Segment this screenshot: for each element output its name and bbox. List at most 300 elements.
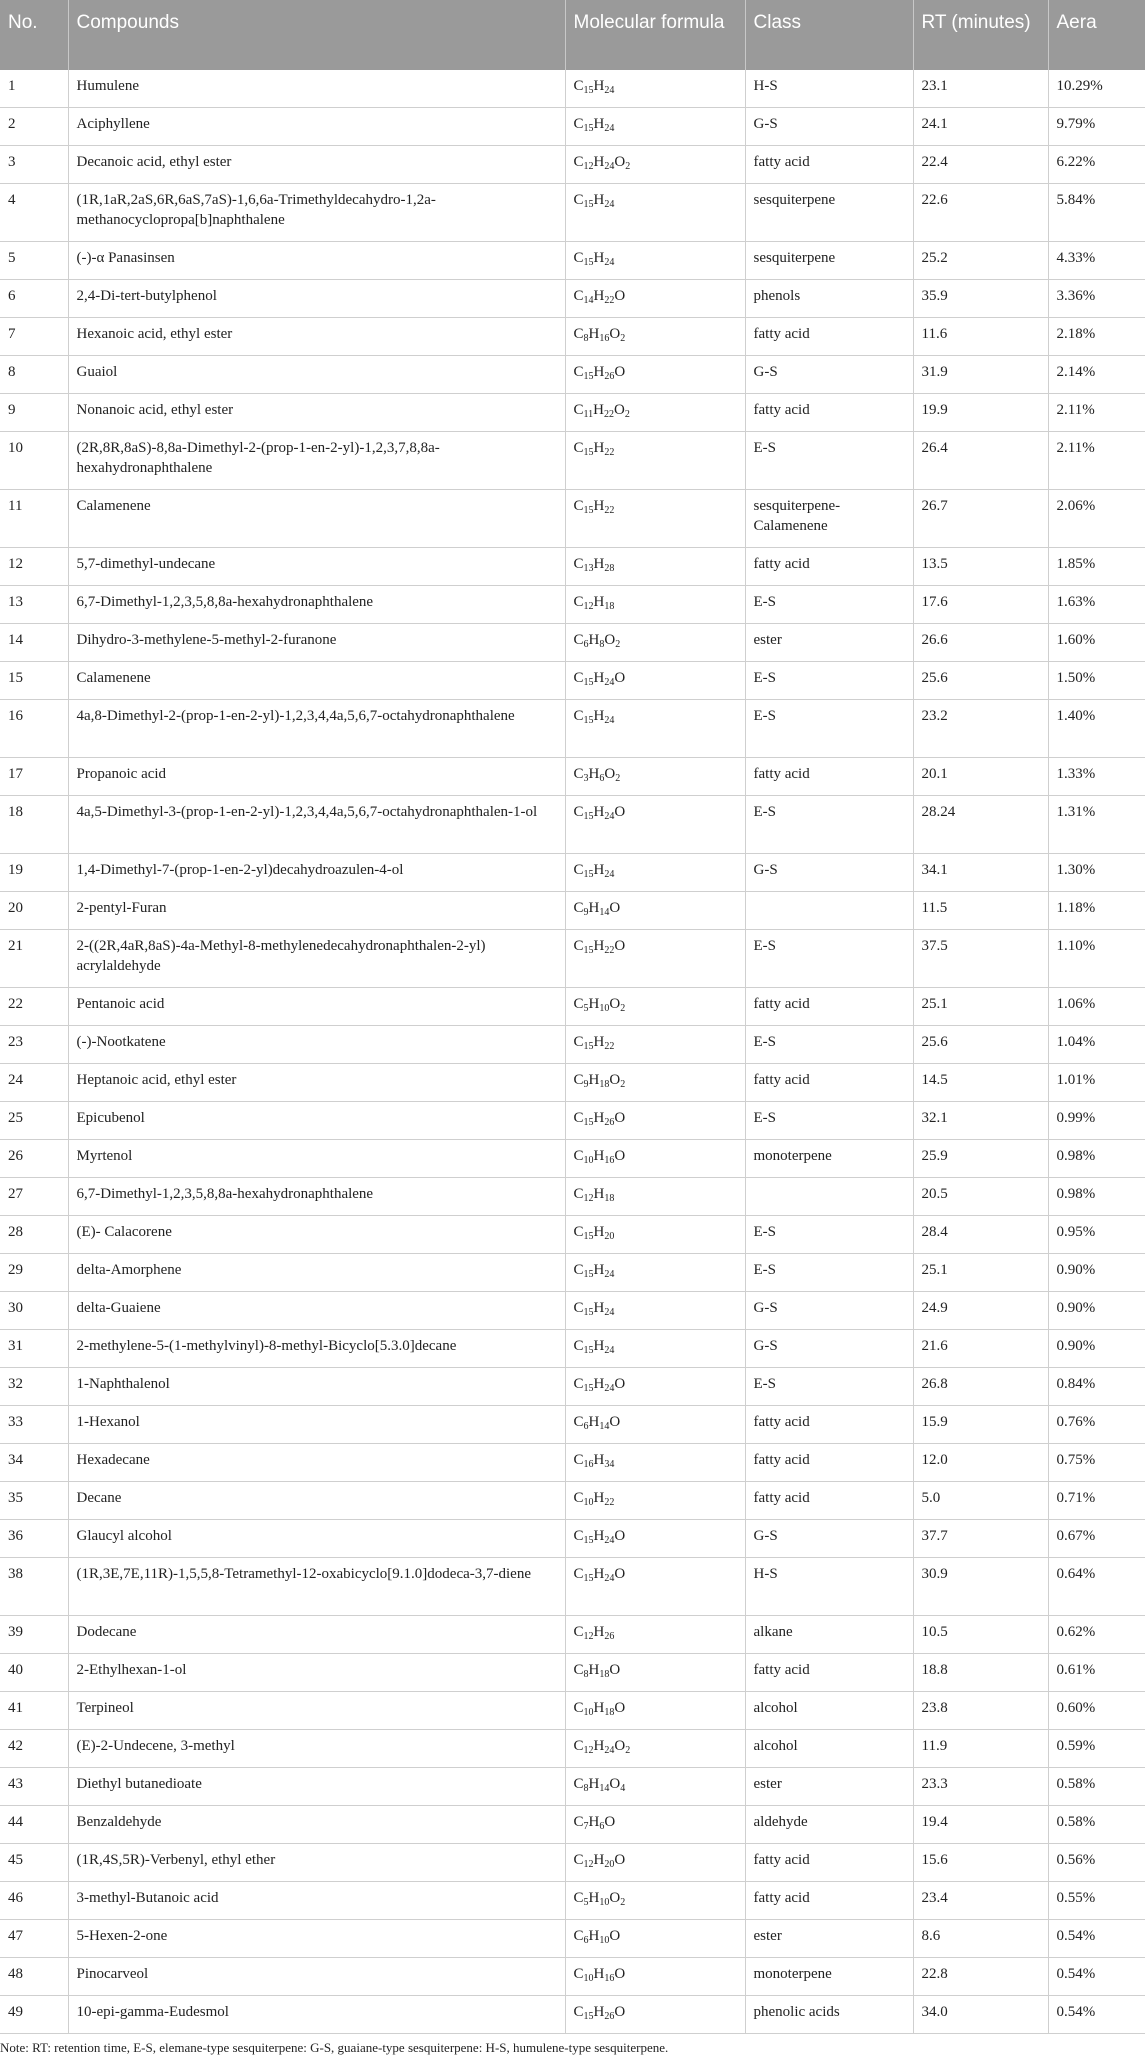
cell-class: [745, 1178, 913, 1216]
cell-compound: Terpineol: [68, 1692, 565, 1730]
cell-rt: 18.8: [913, 1654, 1048, 1692]
cell-no: 26: [0, 1140, 68, 1178]
cell-formula: $C_{15}H_{26}O$: [565, 1102, 745, 1140]
cell-compound: Heptanoic acid, ethyl ester: [68, 1064, 565, 1102]
cell-area: 1.10%: [1048, 930, 1145, 988]
cell-compound: Hexadecane: [68, 1444, 565, 1482]
cell-compound: Guaiol: [68, 356, 565, 394]
cell-formula: $C_{15}H_{24}O$: [565, 1558, 745, 1616]
cell-rt: 20.5: [913, 1178, 1048, 1216]
cell-class: alcohol: [745, 1730, 913, 1768]
cell-no: 43: [0, 1768, 68, 1806]
cell-class: fatty acid: [745, 1882, 913, 1920]
cell-rt: 25.1: [913, 988, 1048, 1026]
table-row: [0, 1806, 1145, 1844]
table-row: [0, 1768, 1145, 1806]
cell-area: 1.85%: [1048, 548, 1145, 586]
cell-rt: 34.1: [913, 854, 1048, 892]
cell-area: 2.11%: [1048, 432, 1145, 490]
cell-class: fatty acid: [745, 394, 913, 432]
table-row: [0, 1844, 1145, 1882]
table-row: [0, 184, 1145, 242]
cell-compound: 2-((2R,4aR,8aS)-4a-Methyl-8-methylenedecahydronaphthalen-2-yl) acrylaldehyde: [68, 930, 565, 988]
cell-area: 0.98%: [1048, 1178, 1145, 1216]
cell-no: 28: [0, 1216, 68, 1254]
cell-formula: $C_{15}H_{24}$: [565, 700, 745, 758]
cell-formula: $C_{15}H_{24}O$: [565, 662, 745, 700]
cell-class: E-S: [745, 930, 913, 988]
cell-formula: $C_8H_{14}O_4$: [565, 1768, 745, 1806]
cell-no: 1: [0, 70, 68, 108]
cell-rt: 26.7: [913, 490, 1048, 548]
header-class: Class: [745, 0, 913, 70]
cell-class: fatty acid: [745, 1444, 913, 1482]
cell-no: 24: [0, 1064, 68, 1102]
cell-rt: 22.8: [913, 1958, 1048, 1996]
cell-formula: $C_8H_{18}O$: [565, 1654, 745, 1692]
cell-class: sesquiterpene: [745, 242, 913, 280]
table-row: [0, 1730, 1145, 1768]
cell-class: ester: [745, 624, 913, 662]
cell-area: 0.90%: [1048, 1330, 1145, 1368]
cell-class: fatty acid: [745, 146, 913, 184]
cell-area: 0.99%: [1048, 1102, 1145, 1140]
table-row: [0, 242, 1145, 280]
cell-no: 3: [0, 146, 68, 184]
cell-no: 5: [0, 242, 68, 280]
table-row: [0, 490, 1145, 548]
table-row: [0, 108, 1145, 146]
cell-compound: 2-methylene-5-(1-methylvinyl)-8-methyl-Bicyclo[5.3.0]decane: [68, 1330, 565, 1368]
cell-formula: $C_3H_6O_2$: [565, 758, 745, 796]
cell-area: 0.90%: [1048, 1254, 1145, 1292]
cell-no: 6: [0, 280, 68, 318]
cell-class: fatty acid: [745, 988, 913, 1026]
table-row: [0, 1654, 1145, 1692]
cell-class: fatty acid: [745, 1406, 913, 1444]
cell-class: E-S: [745, 700, 913, 758]
cell-formula: $C_6H_{10}O$: [565, 1920, 745, 1958]
cell-class: monoterpene: [745, 1958, 913, 1996]
cell-class: phenolic acids: [745, 1996, 913, 2034]
cell-rt: 23.8: [913, 1692, 1048, 1730]
cell-rt: 8.6: [913, 1920, 1048, 1958]
cell-rt: 15.9: [913, 1406, 1048, 1444]
cell-class: E-S: [745, 586, 913, 624]
cell-compound: Calamenene: [68, 490, 565, 548]
cell-no: 34: [0, 1444, 68, 1482]
cell-class: E-S: [745, 1216, 913, 1254]
header-row: [0, 0, 1145, 70]
table-row: [0, 700, 1145, 758]
cell-class: alkane: [745, 1616, 913, 1654]
cell-rt: 37.7: [913, 1520, 1048, 1558]
table-row: [0, 1064, 1145, 1102]
cell-area: 1.60%: [1048, 624, 1145, 662]
table-row: [0, 624, 1145, 662]
cell-formula: $C_{15}H_{24}$: [565, 1254, 745, 1292]
cell-class: monoterpene: [745, 1140, 913, 1178]
table-row: [0, 1330, 1145, 1368]
cell-area: 0.71%: [1048, 1482, 1145, 1520]
cell-area: 1.63%: [1048, 586, 1145, 624]
cell-no: 15: [0, 662, 68, 700]
table-row: [0, 1996, 1145, 2034]
table-row: [0, 394, 1145, 432]
cell-class: [745, 892, 913, 930]
cell-formula: $C_{12}H_{20}O$: [565, 1844, 745, 1882]
cell-formula: $C_{15}H_{22}$: [565, 1026, 745, 1064]
cell-rt: 31.9: [913, 356, 1048, 394]
cell-formula: $C_{15}H_{24}$: [565, 184, 745, 242]
cell-formula: $C_{13}H_{28}$: [565, 548, 745, 586]
table-row: [0, 930, 1145, 988]
table-row: [0, 146, 1145, 184]
table-row: [0, 796, 1145, 854]
cell-formula: $C_{15}H_{24}O$: [565, 796, 745, 854]
cell-area: 2.18%: [1048, 318, 1145, 356]
cell-rt: 12.0: [913, 1444, 1048, 1482]
cell-compound: (E)- Calacorene: [68, 1216, 565, 1254]
table-row: [0, 758, 1145, 796]
cell-class: ester: [745, 1920, 913, 1958]
cell-area: 1.06%: [1048, 988, 1145, 1026]
table-row: [0, 1368, 1145, 1406]
cell-formula: $C_{15}H_{26}O$: [565, 356, 745, 394]
cell-no: 25: [0, 1102, 68, 1140]
cell-formula: $C_8H_{16}O_2$: [565, 318, 745, 356]
table-row: [0, 1444, 1145, 1482]
cell-formula: $C_{15}H_{20}$: [565, 1216, 745, 1254]
cell-compound: 10-epi-gamma-Eudesmol: [68, 1996, 565, 2034]
cell-compound: (1R,4S,5R)-Verbenyl, ethyl ether: [68, 1844, 565, 1882]
cell-formula: $C_{15}H_{22}O$: [565, 930, 745, 988]
cell-compound: Pentanoic acid: [68, 988, 565, 1026]
cell-no: 48: [0, 1958, 68, 1996]
cell-rt: 13.5: [913, 548, 1048, 586]
cell-formula: $C_{15}H_{24}O$: [565, 1368, 745, 1406]
cell-compound: Aciphyllene: [68, 108, 565, 146]
cell-formula: $C_{10}H_{22}$: [565, 1482, 745, 1520]
cell-rt: 22.4: [913, 146, 1048, 184]
cell-class: G-S: [745, 854, 913, 892]
cell-area: 5.84%: [1048, 184, 1145, 242]
cell-formula: $C_{12}H_{18}$: [565, 1178, 745, 1216]
cell-class: E-S: [745, 1102, 913, 1140]
cell-formula: $C_{15}H_{24}$: [565, 854, 745, 892]
cell-area: 4.33%: [1048, 242, 1145, 280]
cell-compound: 1-Naphthalenol: [68, 1368, 565, 1406]
cell-area: 0.59%: [1048, 1730, 1145, 1768]
cell-area: 0.64%: [1048, 1558, 1145, 1616]
table-row: [0, 548, 1145, 586]
cell-formula: $C_{15}H_{24}$: [565, 1292, 745, 1330]
cell-compound: 6,7-Dimethyl-1,2,3,5,8,8a-hexahydronaphthalene: [68, 586, 565, 624]
header-compounds: Compounds: [68, 0, 565, 70]
cell-compound: Decane: [68, 1482, 565, 1520]
cell-compound: Hexanoic acid, ethyl ester: [68, 318, 565, 356]
cell-formula: $C_{15}H_{24}O$: [565, 1520, 745, 1558]
table-row: [0, 280, 1145, 318]
cell-no: 39: [0, 1616, 68, 1654]
table-body: [0, 70, 1145, 2034]
table-row: [0, 1958, 1145, 1996]
cell-compound: Dihydro-3-methylene-5-methyl-2-furanone: [68, 624, 565, 662]
cell-compound: 1-Hexanol: [68, 1406, 565, 1444]
table-row: [0, 988, 1145, 1026]
cell-area: 0.55%: [1048, 1882, 1145, 1920]
header-area: Aera: [1048, 0, 1145, 70]
cell-compound: 5,7-dimethyl-undecane: [68, 548, 565, 586]
table-row: [0, 1254, 1145, 1292]
cell-rt: 28.24: [913, 796, 1048, 854]
cell-no: 46: [0, 1882, 68, 1920]
cell-formula: $C_{10}H_{16}O$: [565, 1958, 745, 1996]
cell-class: E-S: [745, 1368, 913, 1406]
cell-class: G-S: [745, 1330, 913, 1368]
cell-formula: $C_5H_{10}O_2$: [565, 988, 745, 1026]
cell-no: 13: [0, 586, 68, 624]
cell-compound: Glaucyl alcohol: [68, 1520, 565, 1558]
cell-formula: $C_{16}H_{34}$: [565, 1444, 745, 1482]
cell-compound: (E)-2-Undecene, 3-methyl: [68, 1730, 565, 1768]
table-row: [0, 586, 1145, 624]
cell-no: 29: [0, 1254, 68, 1292]
cell-no: 9: [0, 394, 68, 432]
cell-class: fatty acid: [745, 548, 913, 586]
cell-rt: 25.9: [913, 1140, 1048, 1178]
cell-no: 2: [0, 108, 68, 146]
table-row: [0, 1292, 1145, 1330]
cell-rt: 26.8: [913, 1368, 1048, 1406]
header-no: No.: [0, 0, 68, 70]
cell-rt: 10.5: [913, 1616, 1048, 1654]
cell-class: E-S: [745, 662, 913, 700]
cell-class: phenols: [745, 280, 913, 318]
cell-formula: $C_7H_6O$: [565, 1806, 745, 1844]
cell-compound: Pinocarveol: [68, 1958, 565, 1996]
cell-rt: 20.1: [913, 758, 1048, 796]
cell-compound: (-)-Nootkatene: [68, 1026, 565, 1064]
cell-compound: Diethyl butanedioate: [68, 1768, 565, 1806]
cell-compound: 4a,5-Dimethyl-3-(prop-1-en-2-yl)-1,2,3,4,4a,5,6,7-octahydronaphthalen-1-ol: [68, 796, 565, 854]
cell-no: 21: [0, 930, 68, 988]
cell-formula: $C_9H_{18}O_2$: [565, 1064, 745, 1102]
cell-formula: $C_{12}H_{26}$: [565, 1616, 745, 1654]
cell-no: 14: [0, 624, 68, 662]
table-row: [0, 892, 1145, 930]
cell-area: 0.54%: [1048, 1996, 1145, 2034]
cell-rt: 11.9: [913, 1730, 1048, 1768]
cell-area: 0.54%: [1048, 1920, 1145, 1958]
cell-no: 8: [0, 356, 68, 394]
cell-class: E-S: [745, 796, 913, 854]
cell-no: 27: [0, 1178, 68, 1216]
table-row: [0, 662, 1145, 700]
cell-formula: $C_{10}H_{16}O$: [565, 1140, 745, 1178]
cell-formula: $C_{12}H_{18}$: [565, 586, 745, 624]
cell-area: 1.40%: [1048, 700, 1145, 758]
cell-formula: $C_{11}H_{22}O_2$: [565, 394, 745, 432]
cell-area: 0.76%: [1048, 1406, 1145, 1444]
cell-rt: 35.9: [913, 280, 1048, 318]
cell-no: 11: [0, 490, 68, 548]
header-rt: RT (minutes): [913, 0, 1048, 70]
cell-rt: 23.3: [913, 1768, 1048, 1806]
cell-no: 22: [0, 988, 68, 1026]
cell-class: E-S: [745, 432, 913, 490]
cell-no: 20: [0, 892, 68, 930]
cell-class: fatty acid: [745, 1844, 913, 1882]
cell-compound: 1,4-Dimethyl-7-(prop-1-en-2-yl)decahydroazulen-4-ol: [68, 854, 565, 892]
cell-compound: (2R,8R,8aS)-8,8a-Dimethyl-2-(prop-1-en-2-yl)-1,2,3,7,8,8a-hexahydronaphthalene: [68, 432, 565, 490]
cell-formula: $C_6H_{14}O$: [565, 1406, 745, 1444]
cell-compound: Myrtenol: [68, 1140, 565, 1178]
cell-no: 16: [0, 700, 68, 758]
cell-formula: $C_{15}H_{22}$: [565, 490, 745, 548]
cell-area: 0.62%: [1048, 1616, 1145, 1654]
table-row: [0, 70, 1145, 108]
cell-compound: Nonanoic acid, ethyl ester: [68, 394, 565, 432]
table-row: [0, 1140, 1145, 1178]
cell-rt: 24.9: [913, 1292, 1048, 1330]
cell-rt: 14.5: [913, 1064, 1048, 1102]
cell-formula: $C_{14}H_{22}O$: [565, 280, 745, 318]
cell-rt: 26.4: [913, 432, 1048, 490]
cell-area: 0.56%: [1048, 1844, 1145, 1882]
cell-compound: Calamenene: [68, 662, 565, 700]
cell-rt: 37.5: [913, 930, 1048, 988]
cell-rt: 21.6: [913, 1330, 1048, 1368]
cell-formula: $C_{15}H_{22}$: [565, 432, 745, 490]
cell-area: 0.54%: [1048, 1958, 1145, 1996]
cell-rt: 11.6: [913, 318, 1048, 356]
cell-no: 42: [0, 1730, 68, 1768]
cell-compound: Benzaldehyde: [68, 1806, 565, 1844]
table-row: [0, 318, 1145, 356]
cell-formula: $C_6H_8O_2$: [565, 624, 745, 662]
cell-compound: 6,7-Dimethyl-1,2,3,5,8,8a-hexahydronaphthalene: [68, 1178, 565, 1216]
cell-class: fatty acid: [745, 1482, 913, 1520]
cell-no: 33: [0, 1406, 68, 1444]
cell-no: 18: [0, 796, 68, 854]
cell-no: 7: [0, 318, 68, 356]
cell-compound: 2-Ethylhexan-1-ol: [68, 1654, 565, 1692]
cell-area: 0.98%: [1048, 1140, 1145, 1178]
cell-area: 9.79%: [1048, 108, 1145, 146]
cell-class: sesquiterpene: [745, 184, 913, 242]
cell-area: 2.06%: [1048, 490, 1145, 548]
cell-class: ester: [745, 1768, 913, 1806]
cell-compound: Humulene: [68, 70, 565, 108]
table-row: [0, 1558, 1145, 1616]
cell-compound: delta-Amorphene: [68, 1254, 565, 1292]
cell-rt: 32.1: [913, 1102, 1048, 1140]
cell-no: 4: [0, 184, 68, 242]
cell-rt: 25.6: [913, 662, 1048, 700]
cell-class: G-S: [745, 1292, 913, 1330]
cell-compound: 4a,8-Dimethyl-2-(prop-1-en-2-yl)-1,2,3,4,4a,5,6,7-octahydronaphthalene: [68, 700, 565, 758]
cell-compound: Epicubenol: [68, 1102, 565, 1140]
cell-no: 12: [0, 548, 68, 586]
table-row: [0, 1882, 1145, 1920]
cell-rt: 11.5: [913, 892, 1048, 930]
cell-no: 19: [0, 854, 68, 892]
cell-compound: 2-pentyl-Furan: [68, 892, 565, 930]
cell-formula: $C_{15}H_{24}$: [565, 1330, 745, 1368]
table-row: [0, 1616, 1145, 1654]
cell-no: 32: [0, 1368, 68, 1406]
cell-class: G-S: [745, 1520, 913, 1558]
table-row: [0, 1216, 1145, 1254]
cell-class: E-S: [745, 1254, 913, 1292]
table-row: [0, 854, 1145, 892]
cell-area: 0.60%: [1048, 1692, 1145, 1730]
cell-rt: 17.6: [913, 586, 1048, 624]
cell-area: 0.95%: [1048, 1216, 1145, 1254]
cell-area: 1.31%: [1048, 796, 1145, 854]
cell-compound: delta-Guaiene: [68, 1292, 565, 1330]
cell-class: fatty acid: [745, 1654, 913, 1692]
cell-no: 38: [0, 1558, 68, 1616]
cell-rt: 19.9: [913, 394, 1048, 432]
cell-no: 35: [0, 1482, 68, 1520]
cell-area: 2.11%: [1048, 394, 1145, 432]
table-row: [0, 1026, 1145, 1064]
cell-compound: (-)-α Panasinsen: [68, 242, 565, 280]
cell-formula: $C_{15}H_{24}$: [565, 108, 745, 146]
cell-rt: 23.1: [913, 70, 1048, 108]
cell-area: 10.29%: [1048, 70, 1145, 108]
table-row: [0, 1406, 1145, 1444]
cell-formula: $C_5H_{10}O_2$: [565, 1882, 745, 1920]
cell-no: 30: [0, 1292, 68, 1330]
cell-area: 0.75%: [1048, 1444, 1145, 1482]
cell-rt: 25.2: [913, 242, 1048, 280]
cell-no: 17: [0, 758, 68, 796]
cell-area: 1.18%: [1048, 892, 1145, 930]
table-row: [0, 1102, 1145, 1140]
cell-rt: 15.6: [913, 1844, 1048, 1882]
cell-compound: Dodecane: [68, 1616, 565, 1654]
table-row: [0, 432, 1145, 490]
cell-area: 3.36%: [1048, 280, 1145, 318]
cell-compound: 2,4-Di-tert-butylphenol: [68, 280, 565, 318]
cell-rt: 30.9: [913, 1558, 1048, 1616]
cell-class: H-S: [745, 1558, 913, 1616]
cell-class: H-S: [745, 70, 913, 108]
cell-area: 2.14%: [1048, 356, 1145, 394]
cell-class: fatty acid: [745, 1064, 913, 1102]
cell-rt: 25.1: [913, 1254, 1048, 1292]
cell-area: 1.30%: [1048, 854, 1145, 892]
cell-area: 0.58%: [1048, 1768, 1145, 1806]
table-note: Note: RT: retention time, E-S, elemane-type sesquiterpene: G-S, guaiane-type sesquiterpene: H-S, humulene-type sesquiterpene.: [0, 2040, 669, 2055]
cell-area: 0.67%: [1048, 1520, 1145, 1558]
table-row: [0, 1178, 1145, 1216]
cell-area: 1.33%: [1048, 758, 1145, 796]
cell-no: 23: [0, 1026, 68, 1064]
cell-formula: $C_{15}H_{24}$: [565, 242, 745, 280]
table-row: [0, 1482, 1145, 1520]
cell-formula: $C_{10}H_{18}O$: [565, 1692, 745, 1730]
cell-compound: 3-methyl-Butanoic acid: [68, 1882, 565, 1920]
cell-no: 45: [0, 1844, 68, 1882]
cell-area: 0.90%: [1048, 1292, 1145, 1330]
cell-no: 44: [0, 1806, 68, 1844]
cell-rt: 34.0: [913, 1996, 1048, 2034]
cell-no: 41: [0, 1692, 68, 1730]
